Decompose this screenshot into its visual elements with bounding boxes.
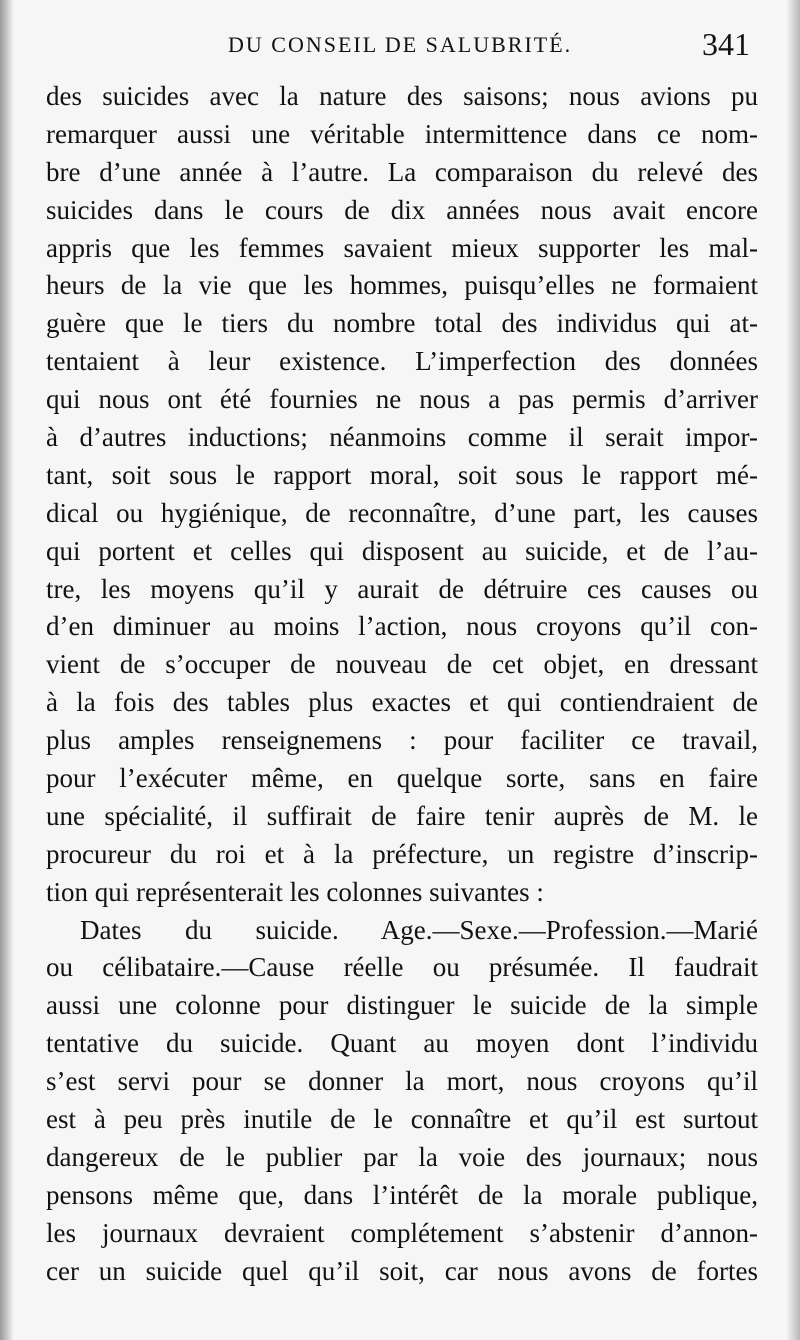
body-text [46, 78, 758, 1291]
text-line-paragraph-start: Dates du suicide. Age.—Sexe.—Profession.—Marié [80, 914, 758, 945]
text-line: heurs de la vie que les hommes, puisqu’elles ne formaient [46, 270, 758, 301]
running-head [0, 26, 800, 70]
text-line: ou célibataire.—Cause réelle ou présumée. Il faudrait [46, 952, 758, 983]
text-line: à d’autres inductions; néanmoins comme il serait impor- [46, 422, 758, 453]
text-line: suicides dans le cours de dix années nous avait encore [46, 194, 758, 225]
text-line: est à peu près inutile de le connaître et qu’il est surtout [46, 1104, 758, 1135]
text-line: les journaux devraient complétement s’abstenir d’annon- [46, 1217, 758, 1248]
text-line: qui portent et celles qui disposent au suicide, et de l’au- [46, 535, 758, 566]
text-line: procureur du roi et à la préfecture, un registre d’inscrip- [46, 838, 758, 869]
text-line: à la fois des tables plus exactes et qui contiendraient de [46, 687, 758, 718]
text-line: d’en diminuer au moins l’action, nous croyons qu’il con- [46, 611, 758, 642]
text-line: cer un suicide quel qu’il soit, car nous avons de fortes [46, 1255, 758, 1286]
text-line: pour l’exécuter même, en quelque sorte, sans en faire [46, 763, 758, 794]
text-line: tentative du suicide. Quant au moyen dont l’individu [46, 1028, 758, 1059]
text-line: vient de s’occuper de nouveau de cet objet, en dressant [46, 649, 758, 680]
text-line: tre, les moyens qu’il y aurait de détruire ces causes ou [46, 573, 758, 604]
text-line: qui nous ont été fournies ne nous a pas permis d’arriver [46, 384, 758, 415]
text-line: aussi une colonne pour distinguer le suicide de la simple [46, 990, 758, 1021]
text-line: plus amples renseignemens : pour faciliter ce travail, [46, 725, 758, 756]
text-line-paragraph-end: tion qui représenterait les colonnes suivantes : [46, 876, 544, 907]
text-line: dangereux de le publier par la voie des journaux; nous [46, 1141, 758, 1172]
text-line: tant, soit sous le rapport moral, soit sous le rapport mé- [46, 459, 758, 490]
page-number: 341 [702, 26, 750, 62]
text-line: une spécialité, il suffirait de faire tenir auprès de M. le [46, 800, 758, 831]
text-line: remarquer aussi une véritable intermittence dans ce nom- [46, 118, 758, 149]
page-edge-shadow-right [786, 0, 800, 1340]
text-line: dical ou hygiénique, de reconnaître, d’une part, les causes [46, 497, 758, 528]
running-title: DU CONSEIL DE SALUBRITÉ. [228, 32, 573, 57]
text-line: pensons même que, dans l’intérêt de la morale publique, [46, 1179, 758, 1210]
text-line: tentaient à leur existence. L’imperfection des données [46, 346, 758, 377]
text-line: appris que les femmes savaient mieux supporter les mal- [46, 232, 758, 263]
text-line: s’est servi pour se donner la mort, nous croyons qu’il [46, 1066, 758, 1097]
page-edge-shadow-left [0, 0, 14, 1340]
text-line: bre d’une année à l’autre. La comparaison du relevé des [46, 156, 758, 187]
text-line: guère que le tiers du nombre total des individus qui at- [46, 308, 758, 339]
text-line: des suicides avec la nature des saisons; nous avions pu [46, 81, 758, 111]
